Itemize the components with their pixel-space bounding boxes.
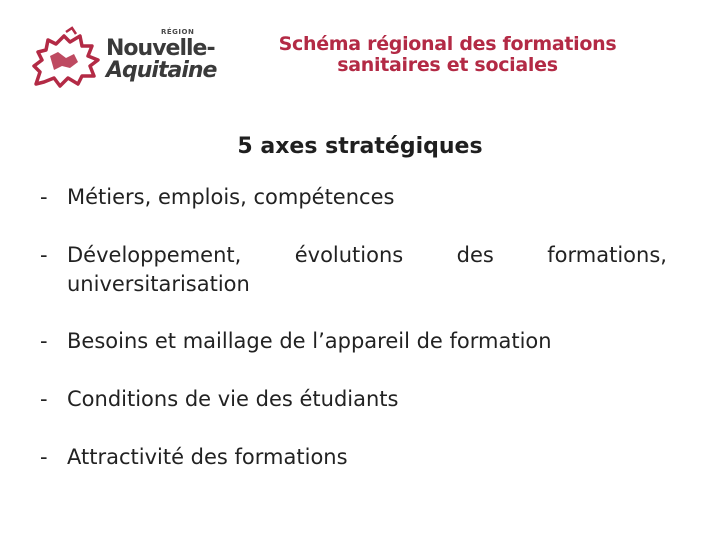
list-item-line2: universitarisation (67, 272, 250, 296)
logo-name-line1: Nouvelle- (106, 36, 215, 61)
section-subtitle: 5 axes stratégiques (237, 134, 483, 159)
region-logo (26, 24, 217, 86)
slide-title-line2: sanitaires et sociales (337, 54, 558, 76)
slide-title (225, 34, 670, 76)
list-item-label: Métiers, emplois, compétences (67, 185, 395, 209)
slide-title-line1: Schéma régional des formations (278, 33, 617, 55)
bullet-dash: - (40, 243, 48, 267)
nouvelle-aquitaine-logo-icon (26, 26, 104, 88)
logo-region-label: RÉGION (161, 28, 195, 36)
list-item-word: formations, (547, 243, 667, 267)
list-item-label (67, 241, 667, 299)
logo-name-line2: Aquitaine (106, 58, 217, 83)
list-item-label: Conditions de vie des étudiants (67, 387, 399, 411)
list-item-word: évolutions (294, 243, 404, 267)
list-item-word: des (456, 243, 494, 267)
bullet-dash: - (40, 387, 48, 411)
bullet-dash: - (40, 185, 48, 209)
list-item-word: Développement, (67, 243, 242, 267)
bullet-dash: - (40, 329, 48, 353)
bullet-dash: - (40, 445, 48, 469)
list-item-label: Besoins et maillage de l’appareil de formation (67, 329, 552, 353)
list-item-label: Attractivité des formations (67, 445, 348, 469)
